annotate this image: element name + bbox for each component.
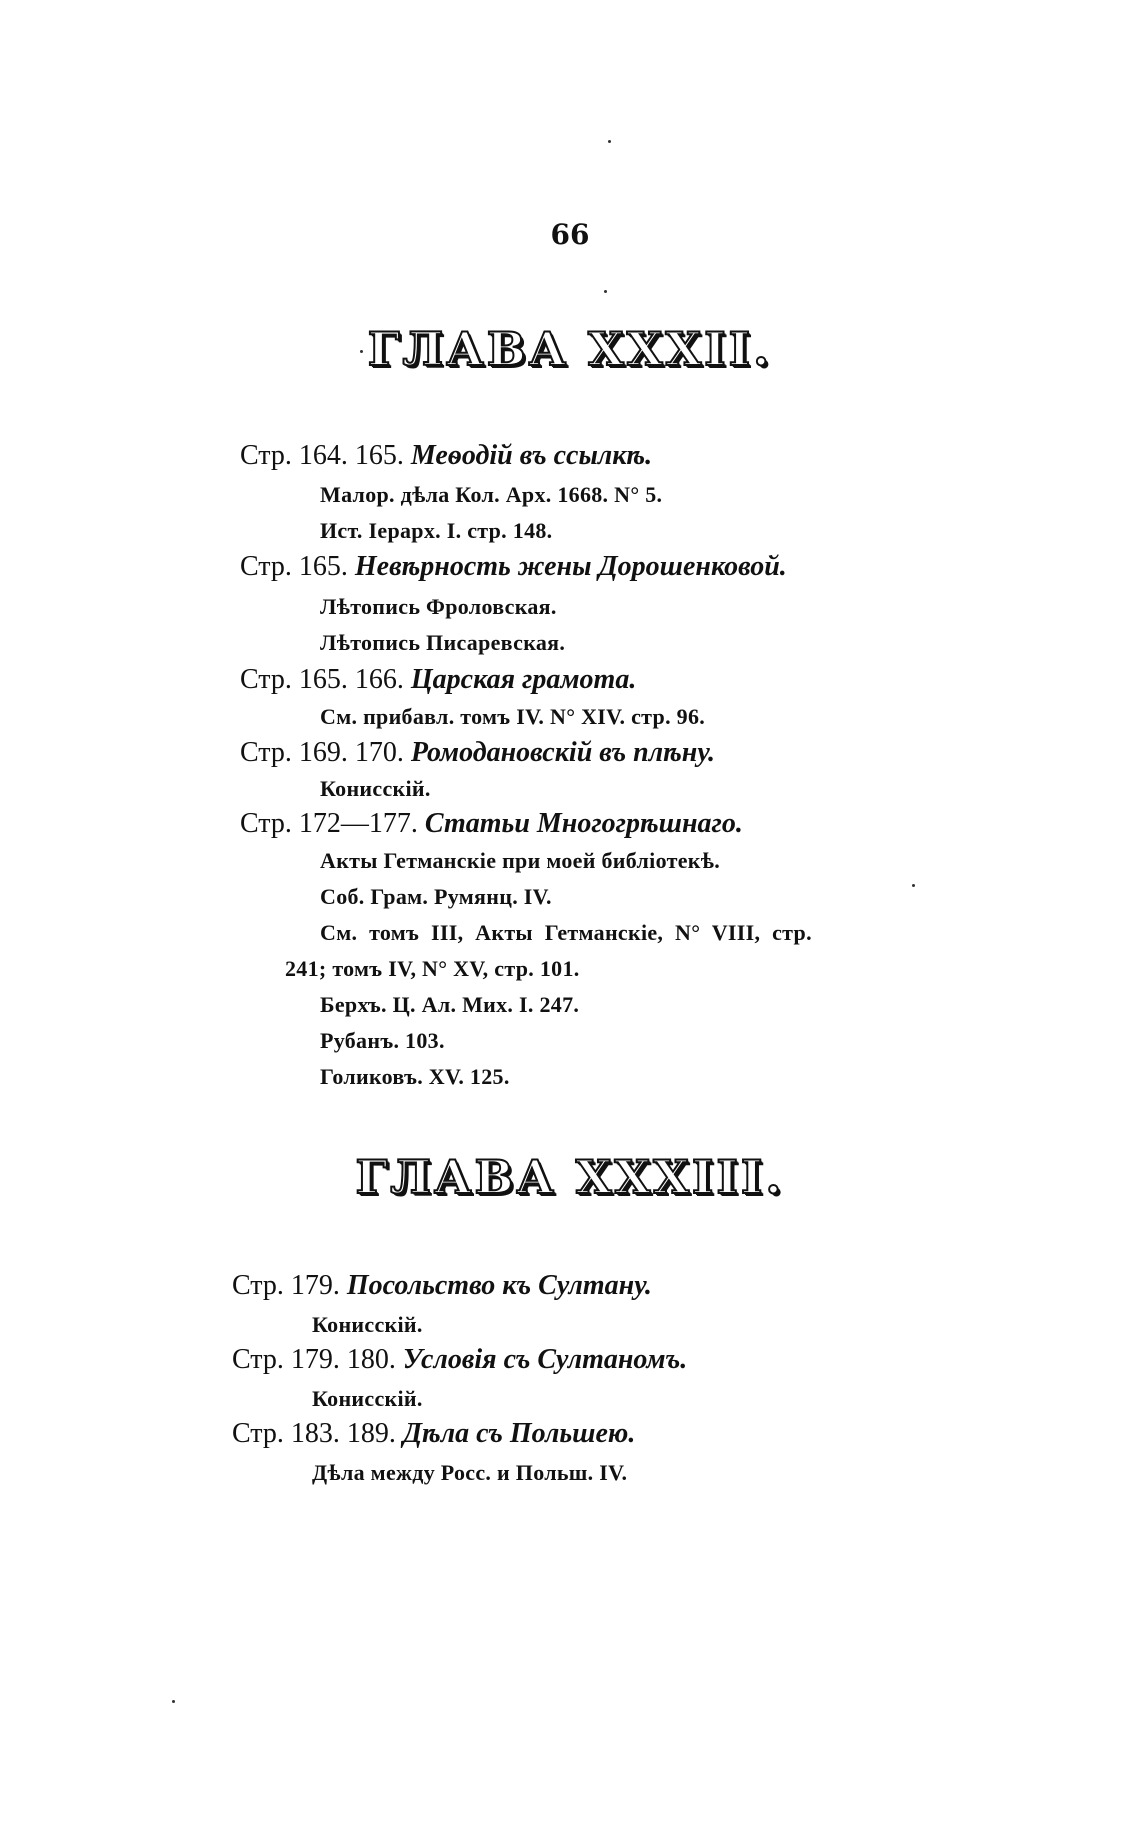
entry-subject: Посольство къ Султану. [346,1270,652,1301]
entry-source: Соб. Грам. Румянц. IV. [320,884,552,909]
entry-source: Лѣтопись Фроловская. [320,594,557,619]
entry-subject: Дѣла съ Польшею. [402,1418,636,1449]
entry-source: См. прибавл. томъ IV. N° XIV. стр. 96. [320,704,706,729]
entry-source: Лѣтопись Писаревская. [320,630,566,655]
page-reference: Стр. 172—177. [240,808,418,839]
page-reference: Стр. 169. 170. [240,737,404,768]
entry-source: Конисскій. [320,776,431,801]
entry-source: Конисскій. [312,1312,423,1337]
entry-source: Дѣла между Росс. и Польш. IV. [312,1460,628,1485]
print-speck [172,1700,175,1703]
print-speck [608,140,611,143]
chapter-title-xxxiii: ГЛАВА XXXIII. [355,1150,785,1204]
page-reference: Стр. 164. 165. [240,440,404,471]
page-reference: Стр. 179. 180. [232,1344,396,1375]
page-reference: Стр. 165. 166. [240,664,404,695]
entry-source: Малор. дѣла Кол. Арх. 1668. N° 5. [320,482,663,507]
entry-subject: Царская грамота. [410,664,637,695]
print-speck [912,884,915,887]
entry-source: Рубанъ. 103. [320,1028,445,1053]
page-reference: Стр. 183. 189. [232,1418,396,1449]
print-speck [604,290,607,293]
entry-ref-line [240,551,787,583]
entry-source: Голиковъ. XV. 125. [320,1064,510,1089]
entry-subject: Статьи Многогрѣшнаго. [424,808,743,839]
entry-source: См. томъ III, Акты Гетманскіе, N° VIII, стр. [320,920,812,945]
entry-source: Берхъ. Ц. Ал. Мих. I. 247. [320,992,580,1017]
entry-source: Конисскій. [312,1386,423,1411]
entry-ref-line [232,1270,652,1302]
entry-subject: Ромодановскій въ плѣну. [410,737,715,768]
entry-source: Акты Гетманскіе при моей библіотекѣ. [320,848,721,873]
entry-source-continuation: 241; томъ IV, N° XV, стр. 101. [285,956,580,981]
entry-ref-line [240,808,743,840]
page-number: 66 [550,218,590,251]
entry-ref-line [240,440,652,472]
entry-ref-line [232,1344,687,1376]
entry-subject: Меѳодій въ ссылкѣ. [410,440,653,471]
page-reference: Стр. 165. [240,551,348,582]
entry-ref-line [240,664,636,696]
chapter-title-xxxii: ГЛАВА XXXII. [367,322,773,376]
entry-subject: Невѣрность жены Дорошенковой. [354,551,787,582]
entry-subject: Условія съ Султаномъ. [402,1344,688,1375]
print-speck [360,350,363,353]
entry-ref-line [240,737,715,769]
page-reference: Стр. 179. [232,1270,340,1301]
entry-ref-line [232,1418,635,1450]
entry-source: Ист. Іерарх. I. стр. 148. [320,518,553,543]
